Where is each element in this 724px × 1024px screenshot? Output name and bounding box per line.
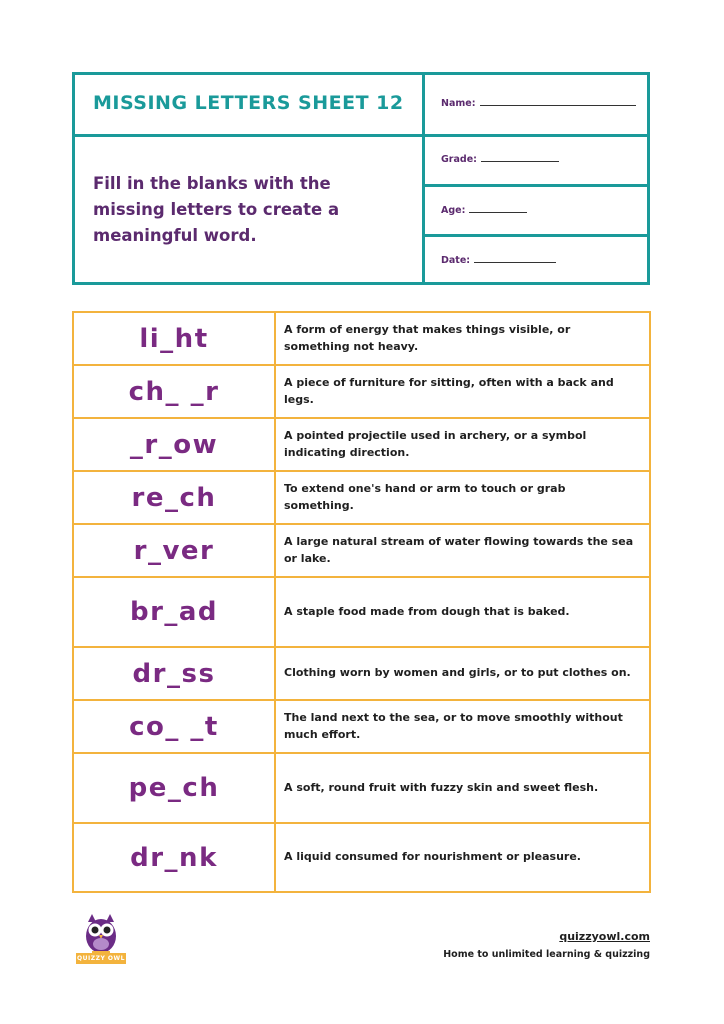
grade-field[interactable] bbox=[441, 154, 559, 165]
grade-label: Grade: bbox=[441, 154, 477, 165]
age-field[interactable] bbox=[441, 205, 527, 216]
missing-word: dr_ss bbox=[74, 648, 276, 699]
site-tagline: Home to unlimited learning & quizzing bbox=[443, 949, 650, 960]
name-blank[interactable] bbox=[480, 104, 636, 106]
word-definition: A staple food made from dough that is baked. bbox=[284, 604, 570, 618]
table-row bbox=[74, 525, 649, 578]
missing-word: r_ver bbox=[74, 525, 276, 576]
word-definition: A pointed projectile used in archery, or a symbol indicating direction. bbox=[284, 429, 587, 459]
word-definition: A soft, round fruit with fuzzy skin and sweet flesh. bbox=[284, 780, 599, 794]
table-row bbox=[74, 824, 649, 891]
missing-word: br_ad bbox=[74, 578, 276, 646]
header-divider bbox=[422, 75, 425, 282]
table-row bbox=[74, 366, 649, 419]
missing-word: ch_ _r bbox=[74, 366, 276, 417]
table-row bbox=[74, 578, 649, 648]
site-link[interactable]: quizzyowl.com bbox=[559, 930, 650, 943]
header-divider bbox=[75, 134, 422, 137]
header-divider bbox=[422, 234, 647, 237]
missing-word: dr_nk bbox=[74, 824, 276, 891]
name-field[interactable] bbox=[441, 98, 636, 109]
word-definition: A piece of furniture for sitting, often with a back and legs. bbox=[284, 376, 614, 406]
table-row bbox=[74, 754, 649, 824]
missing-word: li_ht bbox=[74, 313, 276, 364]
table-row bbox=[74, 313, 649, 366]
word-definition: A liquid consumed for nourishment or pleasure. bbox=[284, 850, 581, 864]
table-row bbox=[74, 701, 649, 754]
missing-word: re_ch bbox=[74, 472, 276, 523]
header-divider bbox=[422, 184, 647, 187]
word-definition: Clothing worn by women and girls, or to put clothes on. bbox=[284, 666, 631, 680]
missing-word: co_ _t bbox=[74, 701, 276, 752]
table-row bbox=[74, 648, 649, 701]
word-definition: A form of energy that makes things visible, or something not heavy. bbox=[284, 323, 571, 353]
age-label: Age: bbox=[441, 205, 466, 216]
table-row bbox=[74, 472, 649, 525]
date-label: Date: bbox=[441, 255, 471, 266]
word-definition: The land next to the sea, or to move smoothly without much effort. bbox=[284, 711, 623, 741]
date-blank[interactable] bbox=[474, 261, 556, 263]
word-table bbox=[72, 311, 651, 893]
word-definition: A large natural stream of water flowing towards the sea or lake. bbox=[284, 535, 634, 565]
instructions: Fill in the blanks with the missing letters to create a meaningful word. bbox=[93, 174, 340, 245]
table-row bbox=[74, 419, 649, 472]
missing-word: pe_ch bbox=[74, 754, 276, 822]
word-definition: To extend one's hand or arm to touch or grab something. bbox=[284, 482, 566, 512]
missing-word: _r_ow bbox=[74, 419, 276, 470]
grade-blank[interactable] bbox=[481, 160, 559, 162]
page-title: MISSING LETTERS SHEET 12 bbox=[93, 92, 404, 114]
age-blank[interactable] bbox=[469, 211, 527, 213]
name-label: Name: bbox=[441, 98, 476, 109]
header-divider bbox=[422, 134, 647, 137]
date-field[interactable] bbox=[441, 255, 556, 266]
logo-wordmark: QUIZZY OWL bbox=[77, 955, 125, 962]
